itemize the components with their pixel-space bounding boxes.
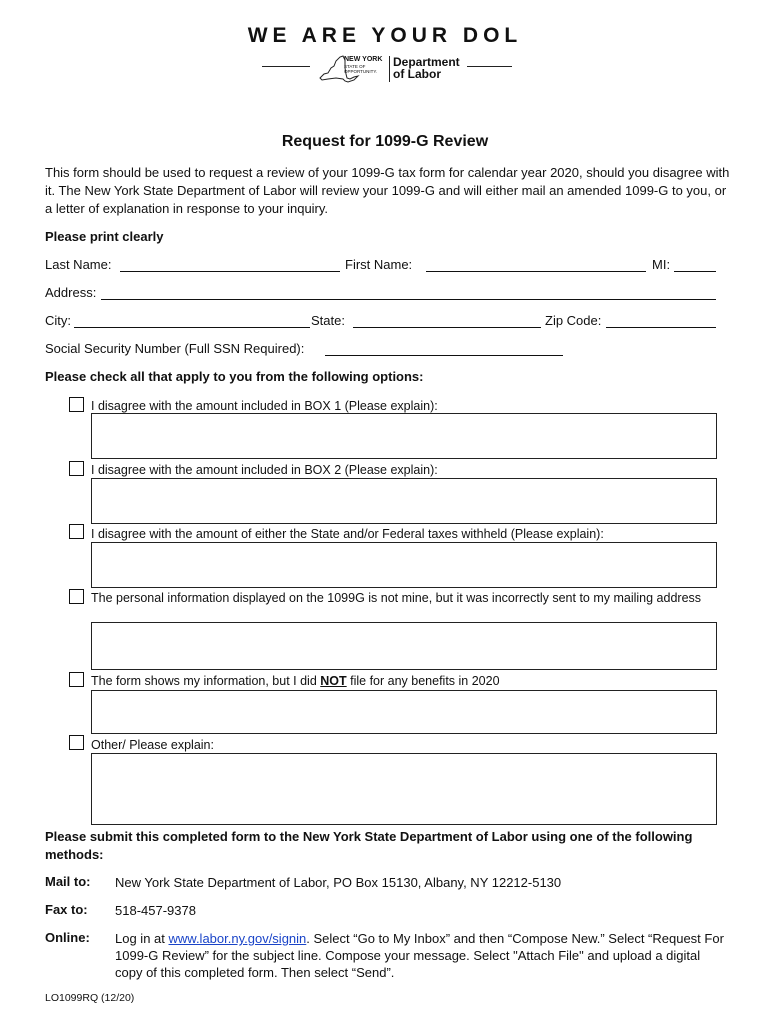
dol-logo: [262, 54, 512, 86]
option-taxes-checkbox[interactable]: [69, 524, 84, 539]
ny-logo-line2: STATE OF OPPORTUNITY.: [344, 64, 378, 74]
ssn-field[interactable]: [325, 355, 563, 356]
city-label: City:: [45, 313, 71, 328]
print-clearly-label: Please print clearly: [45, 229, 164, 244]
last-name-label: Last Name:: [45, 257, 112, 272]
option-box2-checkbox[interactable]: [69, 461, 84, 476]
option-other-checkbox[interactable]: [69, 735, 84, 750]
logo-rule-right: [467, 66, 512, 67]
last-name-field[interactable]: [120, 271, 340, 272]
ny-logo-line1: NEW YORK: [344, 56, 383, 63]
form-code: LO1099RQ (12/20): [45, 992, 135, 1004]
option-did-not-file-label-not: NOT: [320, 674, 347, 688]
ssn-label: Social Security Number (Full SSN Required):: [45, 341, 305, 356]
submit-heading: Please submit this completed form to the New York State Department of Labor using one of the following methods:: [45, 829, 693, 862]
state-field[interactable]: [353, 327, 541, 328]
option-box1-label: I disagree with the amount included in BOX 1 (Please explain):: [91, 399, 438, 413]
dept-name-line1: Department: [393, 55, 460, 69]
fax-label: Fax to:: [45, 902, 88, 917]
address-field[interactable]: [101, 299, 716, 300]
state-label: State:: [311, 313, 345, 328]
mi-label: MI:: [652, 257, 671, 272]
option-taxes-explain-box[interactable]: [91, 542, 717, 588]
option-did-not-file-label: [91, 673, 721, 689]
option-box1-explain-box[interactable]: [91, 413, 717, 459]
address-label: Address:: [45, 285, 97, 300]
option-did-not-file-label-post: file for any benefits in 2020: [346, 674, 500, 688]
option-taxes-label: I disagree with the amount of either the State and/or Federal taxes withheld (Please explain):: [91, 527, 604, 541]
first-name-label: First Name:: [345, 257, 413, 272]
mail-label: Mail to:: [45, 874, 91, 889]
city-field[interactable]: [74, 327, 310, 328]
option-not-mine-label: The personal information displayed on the 1099G is not mine, but it was incorrectly sent to my mailing address: [91, 591, 702, 605]
online-pre: Log in at: [115, 931, 169, 946]
dept-name-line2: of Labor: [393, 67, 441, 81]
option-other-explain-box[interactable]: [91, 753, 717, 825]
online-label: Online:: [45, 930, 90, 945]
signin-link[interactable]: www.labor.ny.gov/signin: [168, 931, 307, 946]
option-did-not-file-explain-box[interactable]: [91, 690, 717, 734]
logo-rule-left: [262, 66, 310, 67]
intro-paragraph: This form should be used to request a review of your 1099-G tax form for calendar year 2020, should you disagree with it. The New York State Department of Labor will review your 1099-G and will either mail an amended 1099-G to you, or a letter of explanation in response to your inquiry.: [45, 165, 730, 216]
zip-label: Zip Code:: [545, 313, 602, 328]
option-box2-explain-box[interactable]: [91, 478, 717, 524]
zip-field[interactable]: [606, 327, 716, 328]
option-not-mine-checkbox[interactable]: [69, 589, 84, 604]
online-instructions: [115, 930, 730, 981]
form-title: Request for 1099-G Review: [281, 133, 489, 150]
option-did-not-file-checkbox[interactable]: [69, 672, 84, 687]
dept-name: [393, 56, 460, 80]
first-name-field[interactable]: [426, 271, 646, 272]
tagline: WE ARE YOUR DOL: [247, 24, 523, 47]
logo-divider: [389, 56, 390, 82]
mail-address: New York State Department of Labor, PO Box 15130, Albany, NY 12212-5130: [115, 875, 562, 890]
online-post: . Select “Go to My Inbox” and then “Compose New.” Select “Request For 1099-G Review” for the subject line. Compose your message. Select "Attach File" and upload a digital copy of this completed form. Then select “Send”.: [115, 931, 724, 980]
check-heading: Please check all that apply to you from the following options:: [45, 369, 424, 384]
option-box2-label: I disagree with the amount included in BOX 2 (Please explain):: [91, 463, 438, 477]
option-other-label: Other/ Please explain:: [91, 738, 214, 752]
mi-field[interactable]: [674, 271, 716, 272]
option-box1-checkbox[interactable]: [69, 397, 84, 412]
option-did-not-file-label-pre: The form shows my information, but I did: [91, 674, 321, 688]
fax-number: 518-457-9378: [115, 903, 196, 918]
option-not-mine-explain-box[interactable]: [91, 622, 717, 670]
